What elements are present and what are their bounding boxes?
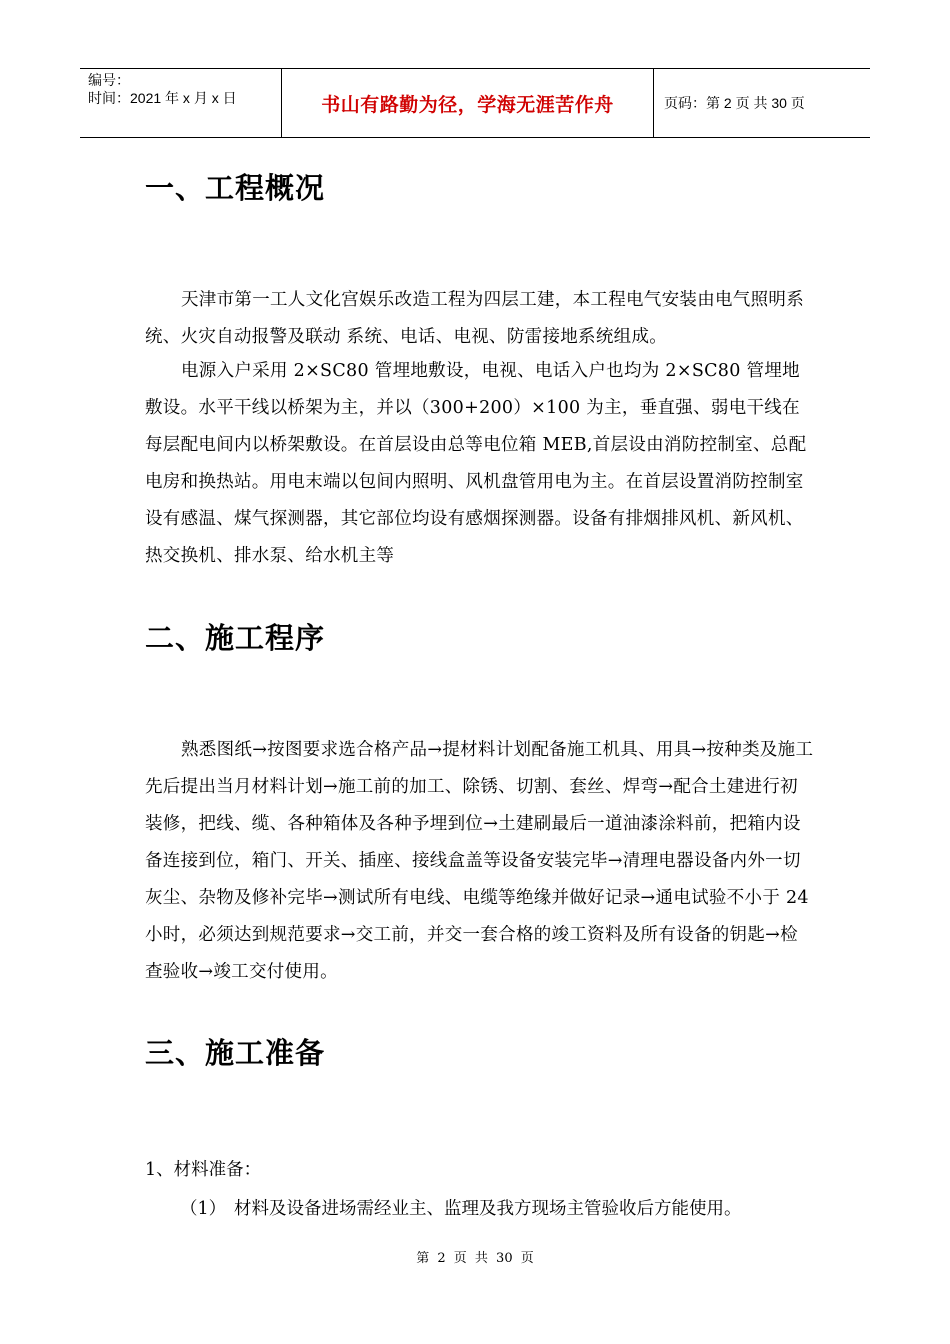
page-footer: 第 2 页 共 30 页 [416,1251,534,1266]
procedure-paragraph: 熟悉图纸→按图要求选合格产品→提材料计划配备施工机具、用具→按种类及施工先后提出当月材料计划→施工前的加工、除锈、切割、套丝、焊弯→配合土建进行初装修，把线、缆、各种箱体及各种予埋到位→土建刷最后一道油漆涂料前，把箱内设备连接到位，箱门、开关、插座、接线盒盖等设备安装完毕→清理电器设备内外一切灰尘、杂物及修补完毕→测试所有电线、电缆等绝缘并做好记录→通电试验不小于 24 小时，必须达到规范要求→交工前，并交一套合格的竣工资料及所有设备的钥匙→检查验收→竣工交付使用。 [145,740,814,982]
header-page-info: 页码：第 2 页 共 30 页 [664,95,805,111]
section-title-preparation: 三、施工准备 [145,1036,326,1070]
subheading-materials: 1、材料准备： [145,1160,262,1180]
page-header [80,68,870,138]
section-title-overview: 一、工程概况 [145,171,326,205]
number-label: 编号： [88,72,130,88]
list-item [180,1195,742,1220]
list-item-number: （1） [180,1199,227,1219]
date-label: 时间：2021 年 x 月 x 日 [88,90,237,106]
list-item-text: 材料及设备进场需经业主、监理及我方现场主管验收后方能使用。 [234,1199,742,1219]
header-meta [80,69,282,137]
header-motto: 书山有路勤为径，学海无涯苦作舟 [282,69,654,137]
overview-paragraph-1: 天津市第一工人文化宫娱乐改造工程为四层工建，本工程电气安装由电气照明系统、火灾自动报警及联动 系统、电话、电视、防雷接地系统组成。 [145,290,804,347]
overview-paragraph-2: 电源入户采用 2×SC80 管埋地敷设，电视、电话入户也均为 2×SC80 管埋地敷设。水平干线以桥架为主，并以（300+200）×100 为主，垂直强、弱电干线在每层配电间内以桥架敷设。在首层设由总等电位箱 MEB,首层设由消防控制室、总配电房和换热站。用电末端以包间内照明、风机盘管用电为主。在首层设置消防控制室设有感温、煤气探测器，其它部位均设有感烟探测器。设备有排烟排风机、新风机、热交换机、排水泵、给水机主等 [145,361,807,566]
section-title-procedure: 二、施工程序 [145,621,326,655]
